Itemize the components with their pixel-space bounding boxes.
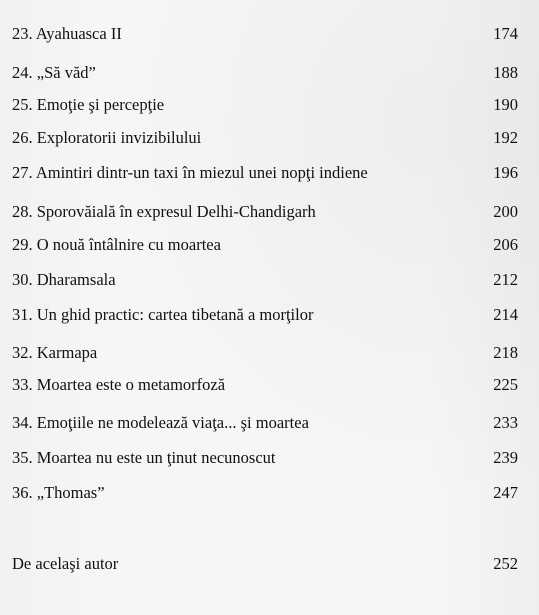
toc-entry-title: 33. Moartea este o metamorfoză bbox=[12, 375, 226, 394]
toc-entry-page: 218 bbox=[493, 343, 518, 362]
toc-entry bbox=[12, 161, 518, 185]
toc-entry bbox=[12, 200, 518, 224]
toc-entry bbox=[12, 411, 518, 435]
toc-entry-title: 36. „Thomas” bbox=[12, 483, 105, 502]
toc-entry bbox=[12, 341, 518, 365]
toc-entry-title: 29. O nouă întâlnire cu moartea bbox=[12, 235, 221, 254]
toc-entry bbox=[12, 303, 518, 327]
toc-entry-title: 32. Karmapa bbox=[12, 343, 98, 362]
toc-entry-page: 200 bbox=[493, 202, 518, 221]
toc-entry-page: 233 bbox=[493, 413, 518, 432]
toc-entry-title: 30. Dharamsala bbox=[12, 270, 116, 289]
toc-entry-page: 192 bbox=[493, 128, 518, 147]
toc-entry bbox=[12, 233, 518, 257]
toc-entry-page: 212 bbox=[493, 270, 518, 289]
toc-entry-page: 214 bbox=[493, 305, 518, 324]
toc-entry-title: 35. Moartea nu este un ţinut necunoscut bbox=[12, 448, 276, 467]
toc-entry-page: 239 bbox=[493, 448, 518, 467]
toc-entry bbox=[12, 446, 518, 470]
toc-entry-page: 196 bbox=[493, 163, 518, 182]
toc-entry-page: 225 bbox=[493, 375, 518, 394]
toc-entry bbox=[12, 481, 518, 505]
toc-entry-title: De acelaşi autor bbox=[12, 554, 119, 573]
toc-entry-title: 27. Amintiri dintr-un taxi în miezul unei nopţi indiene bbox=[12, 163, 368, 182]
toc-entry-page: 206 bbox=[493, 235, 518, 254]
toc-entry-page: 247 bbox=[493, 483, 518, 502]
toc-entry-title: 31. Un ghid practic: cartea tibetană a morţilor bbox=[12, 305, 314, 324]
toc-entry bbox=[12, 61, 518, 85]
toc-entry-title: 34. Emoţiile ne modelează viaţa... şi moartea bbox=[12, 413, 309, 432]
toc-entry bbox=[12, 22, 518, 46]
toc-entry-title: 25. Emoţie şi percepţie bbox=[12, 95, 165, 114]
toc-entry bbox=[12, 126, 518, 150]
toc-entry-page: 174 bbox=[493, 24, 518, 43]
toc-entry-page: 190 bbox=[493, 95, 518, 114]
toc-entry bbox=[12, 93, 518, 117]
toc-entry-title: 24. „Să văd” bbox=[12, 63, 96, 82]
toc-entry-title: 26. Exploratorii invizibilului bbox=[12, 128, 202, 147]
toc-entry bbox=[12, 373, 518, 397]
toc-entry-page: 188 bbox=[493, 63, 518, 82]
toc-entry-title: 28. Sporovăială în expresul Delhi-Chandigarh bbox=[12, 202, 316, 221]
toc-entry-page: 252 bbox=[493, 554, 518, 573]
toc-entry-title: 23. Ayahuasca II bbox=[12, 24, 122, 43]
toc-entry bbox=[12, 268, 518, 292]
toc-entry-appendix bbox=[12, 552, 518, 576]
